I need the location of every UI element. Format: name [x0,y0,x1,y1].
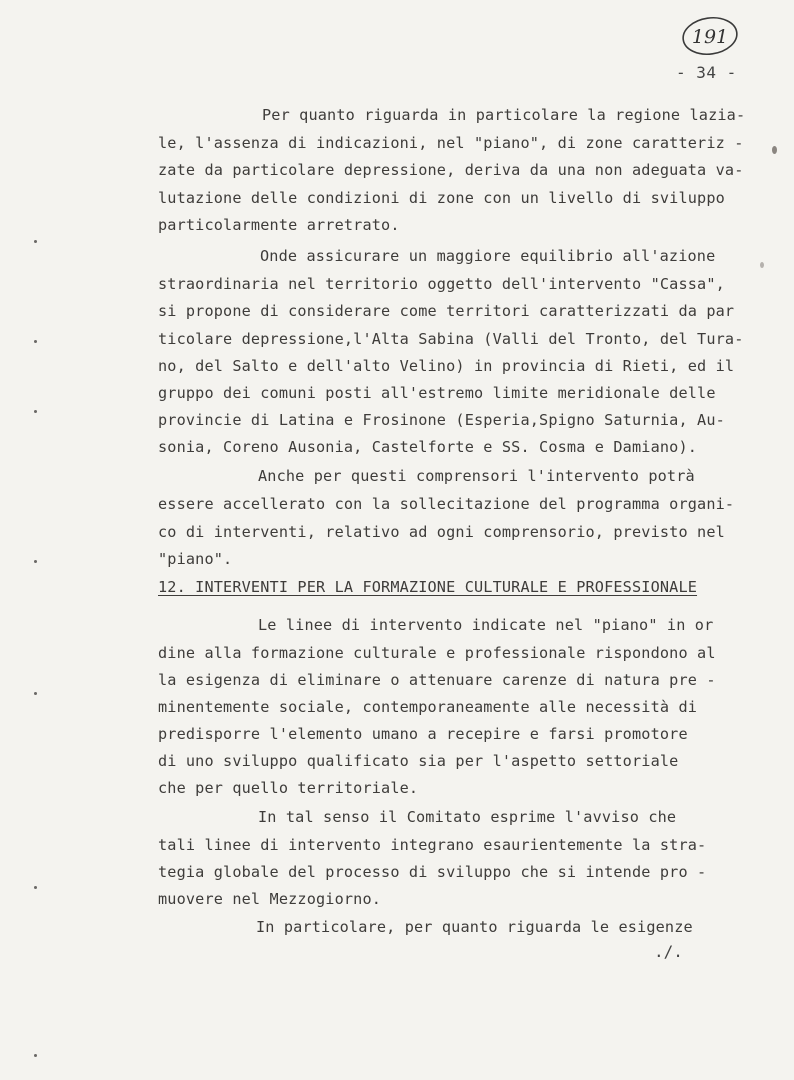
page-number: - 34 - [676,63,737,82]
scan-speck [34,340,37,343]
archive-stamp [680,14,740,58]
text-line-20: dine alla formazione culturale e professionale rispondono al [158,644,716,662]
text-line-15: essere accellerato con la sollecitazione del programma organi- [158,495,735,513]
text-line-8: si propone di considerare come territori caratterizzati da par [158,302,735,320]
text-line-17: "piano". [158,550,233,568]
text-line-11: gruppo dei comuni posti all'estremo limite meridionale delle [158,384,716,402]
stamp-circle-icon [680,14,740,58]
scan-speck [34,692,37,695]
text-line-1: Per quanto riguarda in particolare la regione lazia- [262,106,746,124]
scan-speck [34,886,37,889]
section-heading: 12. INTERVENTI PER LA FORMAZIONE CULTURALE E PROFESSIONALE [158,578,698,596]
text-line-9: ticolare depressione,l'Alta Sabina (Valli del Tronto, del Tura- [158,330,744,348]
text-line-2: le, l'assenza di indicazioni, nel "piano", di zone caratteriz - [158,134,744,152]
text-line-28: tegia globale del processo di sviluppo che si intende pro - [158,863,707,881]
scan-speck [760,262,764,268]
text-line-3: zate da particolare depressione, deriva da una non adeguata va- [158,161,744,179]
scan-speck [34,560,37,563]
text-line-4: lutazione delle condizioni di zone con un livello di sviluppo [158,189,725,207]
text-line-25: che per quello territoriale. [158,779,419,797]
scan-speck [34,410,37,413]
text-line-10: no, del Salto e dell'alto Velino) in provincia di Rieti, ed il [158,357,735,375]
scan-speck [772,146,777,154]
scan-speck [34,240,37,243]
text-line-24: di uno sviluppo qualificato sia per l'aspetto settoriale [158,752,679,770]
text-line-22: minentemente sociale, contemporaneamente alle necessità di [158,698,698,716]
text-line-7: straordinaria nel territorio oggetto dell'intervento "Cassa", [158,275,725,293]
text-line-23: predisporre l'elemento umano a recepire e farsi promotore [158,725,688,743]
text-line-6: Onde assicurare un maggiore equilibrio all'azione [260,247,716,265]
text-line-19: Le linee di intervento indicate nel "piano" in or [258,616,714,634]
scan-speck [34,1054,37,1057]
text-line-27: tali linee di intervento integrano esaurientemente la stra- [158,836,707,854]
text-line-16: co di interventi, relativo ad ogni comprensorio, previsto nel [158,523,725,541]
stamp-number: 191 [691,26,729,48]
text-line-5: particolarmente arretrato. [158,216,400,234]
text-line-30: In particolare, per quanto riguarda le esigenze [256,918,693,936]
text-line-13: sonia, Coreno Ausonia, Castelforte e SS. Cosma e Damiano). [158,438,698,456]
text-line-14: Anche per questi comprensori l'intervento potrà [258,467,695,485]
text-line-21: la esigenza di eliminare o attenuare carenze di natura pre - [158,671,716,689]
continuation-mark: ./. [654,942,683,961]
text-line-12: provincie di Latina e Frosinone (Esperia,Spigno Saturnia, Au- [158,411,725,429]
text-line-29: muovere nel Mezzogiorno. [158,890,382,908]
text-line-26: In tal senso il Comitato esprime l'avviso che [258,808,677,826]
